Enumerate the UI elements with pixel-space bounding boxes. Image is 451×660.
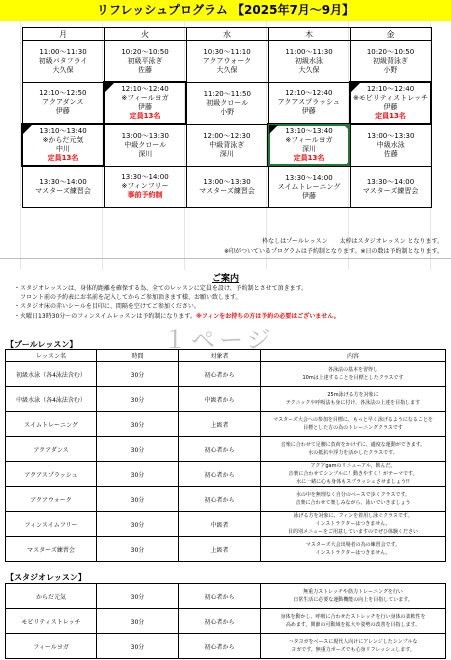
- lesson-target[interactable]: 初心者から: [179, 609, 261, 634]
- schedule-cell[interactable]: [350, 82, 431, 124]
- instructor-name: 大久保: [52, 65, 74, 74]
- lesson-target[interactable]: 中級者: [179, 512, 261, 537]
- instructor-name: 佐藤: [383, 149, 398, 158]
- schedule-cell[interactable]: [186, 82, 268, 124]
- class-time: 12:10～12:40: [366, 85, 415, 93]
- class-name: 初級クロール: [206, 98, 249, 107]
- comment-marker: [105, 83, 114, 92]
- schedule-cell[interactable]: [268, 124, 350, 166]
- instructor-name: 小野: [383, 65, 398, 74]
- guide-line: ・スタジオ床の赤いシールを目印に、間隔を空けてご参加ください。: [14, 303, 200, 310]
- class-name: 中級水泳: [376, 140, 405, 149]
- capacity-note: 定員13名: [293, 154, 325, 162]
- description-line: 音楽に合わせて楽しみながら、泳いでいきましょう: [295, 500, 411, 506]
- description-line: テクニックや呼吸法も身に付け、各泳法の上達を目指します: [285, 400, 421, 406]
- lesson-target[interactable]: 中級者から: [179, 387, 261, 412]
- class-name: ※からだ元気: [42, 136, 84, 144]
- description-line: 身体を動かし、呼吸に合わせたストレッチを行い身体の柔軟性を: [280, 614, 426, 620]
- class-name: アクアウォーク: [202, 56, 252, 65]
- col-header-name[interactable]: レッスン名: [6, 350, 97, 362]
- class-name: 初級平泳ぎ: [127, 56, 163, 65]
- schedule-cell[interactable]: [22, 82, 104, 124]
- lesson-description[interactable]: [261, 387, 446, 412]
- class-time: 12:10～12:50: [39, 89, 87, 98]
- description-line: 目標とした方の為のトレーニングクラスです: [303, 425, 403, 431]
- instructor-name: 深川: [302, 145, 316, 153]
- lesson-description[interactable]: [261, 634, 446, 659]
- lesson-target[interactable]: 上級者: [179, 537, 261, 562]
- class-time: 13:10～13:40: [285, 127, 333, 135]
- col-header-target[interactable]: 対象者: [179, 350, 261, 362]
- capacity-note: 定員13名: [129, 112, 161, 120]
- schedule-cell[interactable]: [350, 166, 431, 208]
- class-time: 10:30～11:10: [203, 47, 251, 56]
- schedule-body: [22, 41, 431, 208]
- schedule-cell[interactable]: [22, 41, 104, 83]
- schedule-cell[interactable]: [104, 166, 186, 208]
- reservation-note: ※印がついているプログラムは予約制となります。※日の数は予約制となります。: [223, 248, 443, 255]
- class-name: 初級水泳: [295, 56, 323, 65]
- instructor-name: 深川: [219, 149, 234, 158]
- lesson-name[interactable]: アクアダンス: [6, 437, 97, 462]
- page-title: リフレッシュプログラム 【2025年7月～9月】: [0, 0, 451, 21]
- schedule-row: [22, 82, 431, 124]
- schedule-row: [22, 124, 431, 166]
- class-name: ※フィンフリー: [121, 182, 169, 191]
- studio-section-title: 【スタジオレッスン】: [6, 573, 86, 582]
- schedule-cell[interactable]: [268, 82, 350, 124]
- lesson-name[interactable]: フィンスイムフリー: [6, 512, 97, 537]
- lesson-description[interactable]: [261, 512, 446, 537]
- instructor-name: 小野: [220, 107, 235, 116]
- schedule-cell[interactable]: [350, 41, 431, 83]
- class-name: ※フィールヨガ: [285, 136, 333, 144]
- lesson-target[interactable]: 初心者から: [179, 634, 261, 659]
- schedule-cell[interactable]: [186, 41, 268, 83]
- day-header-tue[interactable]: 火: [104, 28, 186, 41]
- lesson-target[interactable]: 初心者から: [179, 462, 261, 487]
- studio-lesson-body: [6, 584, 446, 659]
- class-time: 11:20～11:50: [203, 89, 251, 98]
- class-name: マスターズ練習会: [362, 186, 419, 195]
- class-name: 初級背泳ぎ: [373, 56, 408, 65]
- description-line: 高めます。関節の可動域を拡大や姿勢の改善を目指します。: [285, 622, 421, 628]
- description-line: 音楽に合わせてシンプルに！動きやすく！がテーマです。: [288, 471, 418, 477]
- lesson-description[interactable]: [261, 412, 446, 437]
- instructor-name: 伊藤: [138, 103, 152, 111]
- lesson-name[interactable]: からだ元気: [6, 584, 97, 609]
- lesson-description[interactable]: [261, 462, 446, 487]
- legend-note: 枠なしはプールレッスン 太枠はスタジオレッスン となります。: [262, 238, 443, 245]
- table-row: [6, 412, 446, 437]
- description-line: 目的別メニューをご用意していますのでぜひ体験ください: [287, 529, 418, 535]
- class-time: 12:00～12:30: [203, 131, 251, 140]
- class-time: 11:00～11:30: [285, 47, 333, 56]
- lesson-duration[interactable]: 30分: [97, 512, 179, 537]
- class-time: 13:30～14:00: [285, 173, 333, 182]
- class-time: 13:00～13:30: [121, 131, 169, 140]
- schedule-cell[interactable]: [22, 124, 104, 166]
- pool-lesson-table: [5, 349, 446, 562]
- class-time: 13:00～13:30: [203, 177, 251, 186]
- comment-marker: [269, 125, 278, 134]
- class-name: マスターズ練習会: [199, 186, 255, 195]
- table-row: [6, 387, 446, 412]
- class-time: 13:10～13:40: [39, 127, 87, 135]
- class-time: 10:20～10:50: [366, 47, 415, 56]
- capacity-note: 定員13名: [47, 154, 79, 162]
- guide-line-fin-note: ※フィンをお持ちの方は予約の必要はございません。: [195, 313, 340, 320]
- instructor-name: 伊藤: [55, 107, 70, 116]
- class-name: スイムトレーニング: [277, 182, 341, 191]
- lesson-target[interactable]: 初心者から: [179, 584, 261, 609]
- lesson-duration[interactable]: 30分: [97, 634, 179, 659]
- class-time: 10:20～10:50: [121, 47, 169, 56]
- lesson-description[interactable]: [261, 362, 446, 387]
- table-row: [6, 512, 446, 537]
- table-row: [6, 537, 446, 562]
- lesson-duration[interactable]: 30分: [97, 387, 179, 412]
- lesson-duration[interactable]: 30分: [97, 412, 179, 437]
- description-line: 各泳法の基本を習得し: [327, 367, 378, 373]
- table-row: [6, 362, 446, 387]
- lesson-description[interactable]: [261, 487, 446, 512]
- day-header-mon[interactable]: 月: [22, 28, 104, 41]
- comment-marker: [23, 125, 32, 134]
- schedule-cell[interactable]: [186, 166, 268, 208]
- lesson-name[interactable]: モビリティストレッチ: [6, 609, 97, 634]
- description-line: マスターズ大会出場者の為の練習会です。: [305, 542, 401, 548]
- instructor-name: 伊藤: [301, 107, 316, 116]
- lesson-duration[interactable]: 30分: [97, 437, 179, 462]
- lesson-duration[interactable]: 30分: [97, 537, 179, 562]
- lesson-target[interactable]: 初心者から: [179, 487, 261, 512]
- capacity-note: 定員13名: [375, 112, 406, 120]
- class-time: 12:10～12:40: [285, 89, 333, 98]
- guide-title: ご案内: [211, 274, 239, 284]
- description-line: 水の抵抗や浮力を活かしたクラスです。: [308, 450, 398, 456]
- description-line: インストラクターはつきません。: [315, 550, 391, 556]
- lesson-target[interactable]: 上級者: [179, 412, 261, 437]
- class-time: 13:30～14:00: [39, 178, 87, 186]
- lesson-name[interactable]: 初級水泳（各4泳法含む）: [6, 362, 97, 387]
- description-line: インストラクターはつきません。: [315, 521, 391, 527]
- instructor-name: 佐藤: [138, 65, 152, 74]
- guide-line-tuesday: ・火曜日13時30分～のフィンスイムレッスンは予約制になります。: [14, 313, 196, 320]
- table-row: [6, 462, 446, 487]
- schedule-cell[interactable]: [22, 166, 104, 208]
- schedule-cell[interactable]: [104, 41, 186, 83]
- lesson-duration[interactable]: 30分: [97, 487, 179, 512]
- lesson-name[interactable]: 中級水泳（各4泳法含む）: [6, 387, 97, 412]
- description-line: ヨガです。無重力ポーズでも心身リフレッシュします。: [291, 647, 415, 653]
- col-header-time[interactable]: 時間: [97, 350, 179, 362]
- description-line: ハタヨガをベースに現代人向けにアレンジしたシンプルな: [288, 639, 418, 645]
- class-name: マスターズ練習会: [35, 187, 91, 195]
- description-line: 無重力ストレッチや筋力トレーニングを行い: [303, 589, 403, 595]
- schedule-cell[interactable]: [268, 166, 350, 208]
- schedule-cell[interactable]: [104, 124, 186, 166]
- class-name: ※モビリティストレッチ: [352, 94, 429, 102]
- class-time: 11:00～11:30: [39, 47, 87, 56]
- col-header-content[interactable]: 内容: [261, 350, 446, 362]
- table-row: [6, 487, 446, 512]
- schedule-row: [22, 41, 431, 83]
- lesson-duration[interactable]: 30分: [97, 462, 179, 487]
- description-line: 泳げる方を対象に、フィンを着用し泳ぐクラスです。: [293, 513, 413, 519]
- day-header-row: [22, 28, 431, 41]
- description-line: 日常生活に必要な運動機能の向上を目指しています。: [293, 597, 413, 603]
- class-name: ※フィールヨガ: [121, 94, 169, 102]
- studio-lesson-table: [5, 583, 446, 659]
- schedule-cell[interactable]: [186, 124, 268, 166]
- description-line: 水の中を無理なく自分のペースで歩くクラスです。: [295, 492, 411, 498]
- description-line: 10mは上達することを目標としたクラスです: [302, 375, 404, 381]
- instructor-name: 中川: [56, 145, 70, 153]
- class-time: 13:30～14:00: [366, 177, 415, 186]
- instructor-name: 大久保: [216, 65, 238, 74]
- lesson-description[interactable]: [261, 537, 446, 562]
- divider: [0, 258, 451, 259]
- lesson-description[interactable]: [261, 609, 446, 634]
- day-header-thu[interactable]: 木: [268, 28, 350, 41]
- class-name: 中級クロール: [124, 140, 167, 149]
- class-name: アクアスプラッシュ: [277, 98, 340, 107]
- lesson-name[interactable]: フィールヨガ: [6, 634, 97, 659]
- description-line: 水に一緒に心も身体もスプラッシュさせましょう!!: [296, 479, 410, 485]
- description-line: アクアgamのリニューアル、飲んだ。: [310, 463, 396, 469]
- day-header-wed[interactable]: 水: [186, 28, 268, 41]
- lesson-description[interactable]: [261, 437, 446, 462]
- schedule-cell[interactable]: [350, 124, 431, 166]
- pool-lesson-body: [6, 350, 446, 562]
- guide-line: フロント前の予約表にお名前を記入してからご参加頂きます様、お願い致します。: [14, 294, 242, 301]
- pool-section-title: 【プールレッスン】: [6, 340, 78, 349]
- description-line: 音楽に合わせて足腰に負荷をかけずに、適度な運動ができます。: [280, 442, 426, 448]
- table-row: [6, 584, 446, 609]
- class-time: 13:30～14:00: [121, 173, 169, 182]
- lesson-duration[interactable]: 30分: [97, 362, 179, 387]
- schedule-cell[interactable]: [268, 41, 350, 83]
- lesson-duration[interactable]: 30分: [97, 584, 179, 609]
- lesson-target[interactable]: 初心者から: [179, 437, 261, 462]
- schedule-cell[interactable]: [104, 82, 186, 124]
- comment-marker: [344, 125, 349, 130]
- class-name: 初級バタフライ: [38, 56, 88, 65]
- lesson-name[interactable]: アクアスプラッシュ: [6, 462, 97, 487]
- capacity-note: 事前予約制: [127, 191, 163, 200]
- instructor-name: 大久保: [298, 65, 320, 74]
- description-line: マスターズ大会への参加を目標に、もっと早く泳げるようになることを: [273, 417, 433, 423]
- lesson-description[interactable]: [261, 584, 446, 609]
- class-time: 13:00～13:30: [367, 131, 415, 140]
- class-name: アクアダンス: [42, 98, 84, 107]
- table-header-row: [6, 350, 446, 362]
- day-header-fri[interactable]: 金: [350, 28, 431, 41]
- guide-line: ・スタジオレッスンは、身体的距離を確保する為、全てのレッスンに定員を設け、予約制とさせて頂きます。: [14, 285, 308, 292]
- table-row: [6, 437, 446, 462]
- lesson-name[interactable]: マスターズ練習会: [6, 537, 97, 562]
- lesson-target[interactable]: 初心者から: [179, 362, 261, 387]
- table-row: [6, 634, 446, 659]
- page-watermark: １ページ: [163, 326, 275, 354]
- schedule-table: [21, 27, 432, 208]
- comment-marker: [351, 83, 360, 92]
- schedule-row: [22, 166, 431, 208]
- lesson-name[interactable]: スイムトレーニング: [6, 412, 97, 437]
- description-line: 25m泳げる方を対象に: [327, 392, 379, 398]
- lesson-duration[interactable]: 30分: [97, 609, 179, 634]
- table-row: [6, 609, 446, 634]
- instructor-name: 深川: [138, 149, 153, 158]
- lesson-name[interactable]: アクアウォーク: [6, 487, 97, 512]
- class-name: 中級背泳ぎ: [209, 140, 245, 149]
- instructor-name: 伊藤: [383, 103, 398, 111]
- instructor-name: 伊藤: [302, 191, 316, 200]
- class-time: 12:10～12:40: [121, 85, 169, 93]
